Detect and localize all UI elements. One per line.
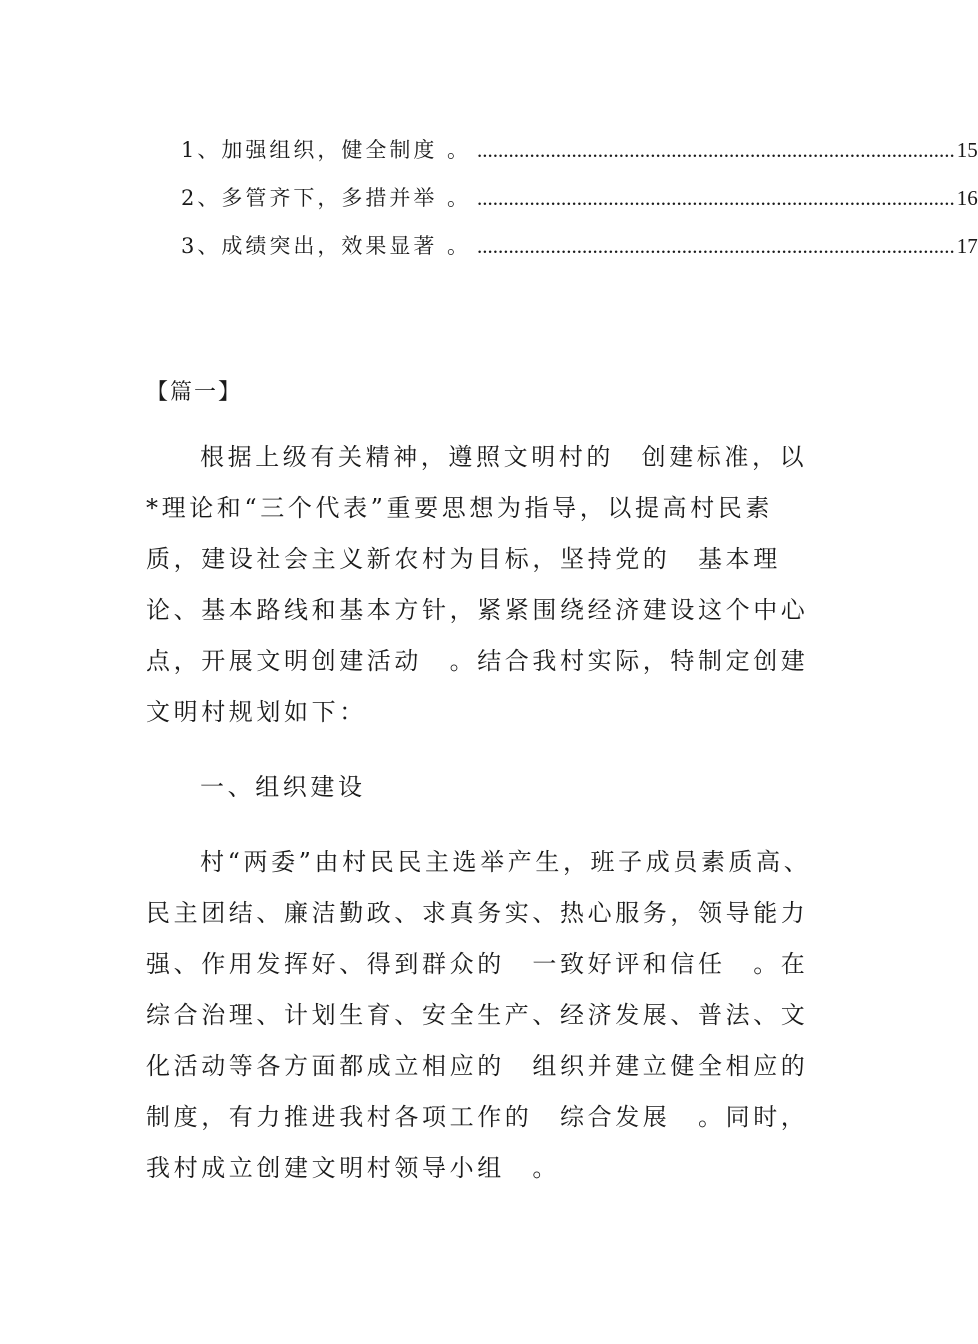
toc-entry[interactable] [181, 182, 978, 230]
body-paragraph: 根据上级有关精神，遵照文明村的 创建标准，以*理论和“三个代表”重要思想为指导，以提高村民素质，建设社会主义新农村为目标，坚持党的 基本理论、基本路线和基本方针，紧紧围绕经济建设这个中心点，开展文明创建活动 。结合我村实际，特制定创建文明村规划如下： [146, 443, 809, 726]
toc-page-number: 17 [956, 234, 978, 258]
toc-page-number: 15 [956, 138, 978, 162]
toc-entry-title: 3、成绩突出，效果显著 。 [181, 234, 472, 258]
table-of-contents [181, 134, 978, 278]
section-marker: 【篇一】 [146, 380, 243, 405]
toc-entry[interactable] [181, 230, 978, 278]
toc-leader-dots: ........................................................................................... [477, 234, 955, 258]
toc-page-number: 16 [956, 186, 978, 210]
body-paragraph: 村“两委”由村民民主选举产生，班子成员素质高、民主团结、廉洁勤政、求真务实、热心服务，领导能力强、作用发挥好、得到群众的 一致好评和信任 。在综合治理、计划生育、安全生产、经济发展、普法、文化活动等各方面都成立相应的 组织并建立健全相应的制度，有力推进我村各项工作的 综合发展 。同时，我村成立创建文明村领导小组 。 [146, 848, 812, 1182]
toc-entry-title: 2、多管齐下，多措并举 。 [181, 186, 472, 210]
document-body [146, 368, 812, 1194]
toc-entry-title: 1、加强组织，健全制度 。 [181, 138, 472, 162]
section-heading: 一、组织建设 [200, 773, 366, 801]
toc-leader-dots: ........................................................................................... [477, 186, 955, 210]
toc-entry[interactable] [181, 134, 978, 182]
toc-leader-dots: ........................................................................................... [477, 138, 955, 162]
